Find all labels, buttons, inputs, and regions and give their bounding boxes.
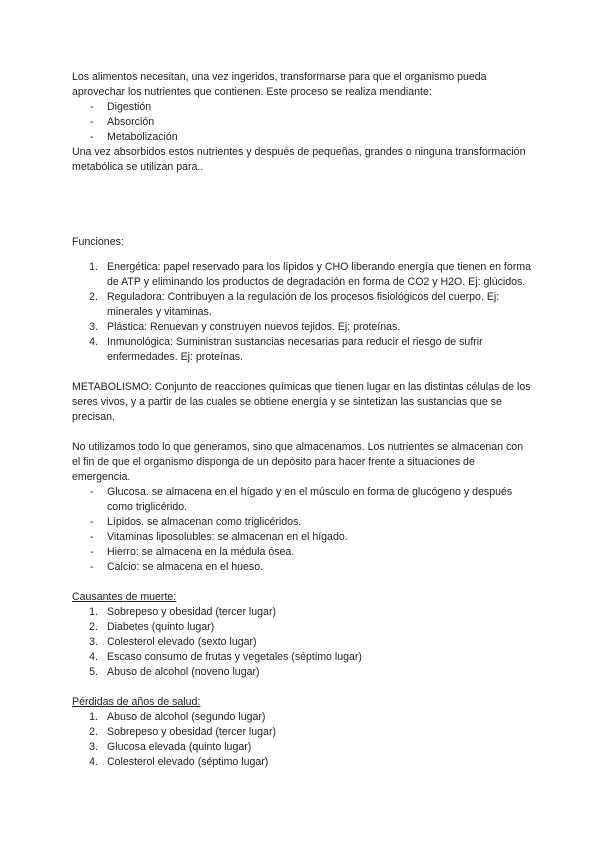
list-item: 2. Diabetes (quinto lugar) bbox=[89, 621, 215, 633]
list-item: 2. Sobrepeso y obesidad (tercer lugar) bbox=[89, 726, 277, 738]
intro-paragraph: Los alimentos necesitan, una vez ingeridos, transformarse para que el organismo pueda aprovechar los nutrientes que contienen. Este proceso se realiza mendiante: bbox=[72, 71, 487, 98]
list-item: 4. Colesterol elevado (séptimo lugar) bbox=[89, 756, 269, 768]
list-item: 3. Glucosa elevada (quinto lugar) bbox=[89, 741, 252, 753]
list-item: - Digestión bbox=[90, 101, 152, 113]
causantes-title: Causantes de muerte: bbox=[72, 591, 177, 603]
metabolismo-paragraph: METABOLISMO: Conjunto de reacciones químicas que tienen lugar en las distintas células de los seres vivos, y a partir de las cuales se obtiene energía y se sintetizan las sustancias que se precisan. bbox=[72, 381, 531, 423]
process-list bbox=[72, 100, 532, 145]
almacen-paragraph: No utilizamos todo lo que generamos, sino que almacenamos. Los nutrientes se almacenan con el fin de que el organismo disponga de un depósito para hacer frente a situaciones de emergencia. bbox=[72, 441, 524, 483]
perdidas-title: Pérdidas de años de salud: bbox=[72, 696, 201, 708]
funciones-title: Funciones: bbox=[72, 236, 124, 248]
list-item: - Absorción bbox=[90, 116, 155, 128]
list-item: - Lípidos. se almacenan como triglicéridos. bbox=[90, 516, 302, 528]
list-item: 3. Plástica: Renuevan y construyen nuevos tejidos. Ej: proteínas. bbox=[89, 321, 401, 333]
funciones-list bbox=[72, 260, 532, 365]
almacen-list bbox=[72, 485, 532, 575]
list-item: 1. Energética: papel reservado para los lípidos y CHO liberando energía que tienen en forma de ATP y eliminando los productos de degradación en forma de CO2 y H2O. Ej: glúcidos. bbox=[89, 261, 532, 288]
intro-paragraph-2: Una vez absorbidos estos nutrientes y después de pequeñas, grandes o ninguna transformación metabólica se utilizan para.. bbox=[72, 146, 526, 173]
list-item: 4. Escaso consumo de frutas y vegetales (séptimo lugar) bbox=[89, 651, 362, 663]
list-item: 1. Abuso de alcohol (segundo lugar) bbox=[89, 711, 266, 723]
list-item: 4. Inmunológica: Suministran sustancias necesarias para reducir el riesgo de sufrir enfermedades. Ej: proteínas. bbox=[89, 336, 483, 363]
list-item: 2. Reguladora: Contribuyen a la regulación de los procesos fisiológicos del cuerpo. Ej: minerales y vitaminas. bbox=[89, 291, 500, 318]
document-content bbox=[72, 70, 532, 770]
list-item: 3. Colesterol elevado (sexto lugar) bbox=[89, 636, 257, 648]
list-item: 1. Sobrepeso y obesidad (tercer lugar) bbox=[89, 606, 277, 618]
list-item: - Glucosa. se almacena en el hígado y en el músculo en forma de glucógeno y después como triglicérido. bbox=[90, 486, 513, 513]
causantes-list bbox=[72, 605, 532, 680]
list-item: - Metabolización bbox=[90, 131, 178, 143]
perdidas-list bbox=[72, 710, 532, 770]
list-item: 5. Abuso de alcohol (noveno lugar) bbox=[89, 666, 260, 678]
list-item: - Vitaminas liposolubles: se almacenan en el hígado. bbox=[90, 531, 348, 543]
list-item: - Hierro: se almacena en la médula ósea. bbox=[90, 546, 295, 558]
list-item: - Calcio: se almacena en el hueso. bbox=[90, 561, 264, 573]
